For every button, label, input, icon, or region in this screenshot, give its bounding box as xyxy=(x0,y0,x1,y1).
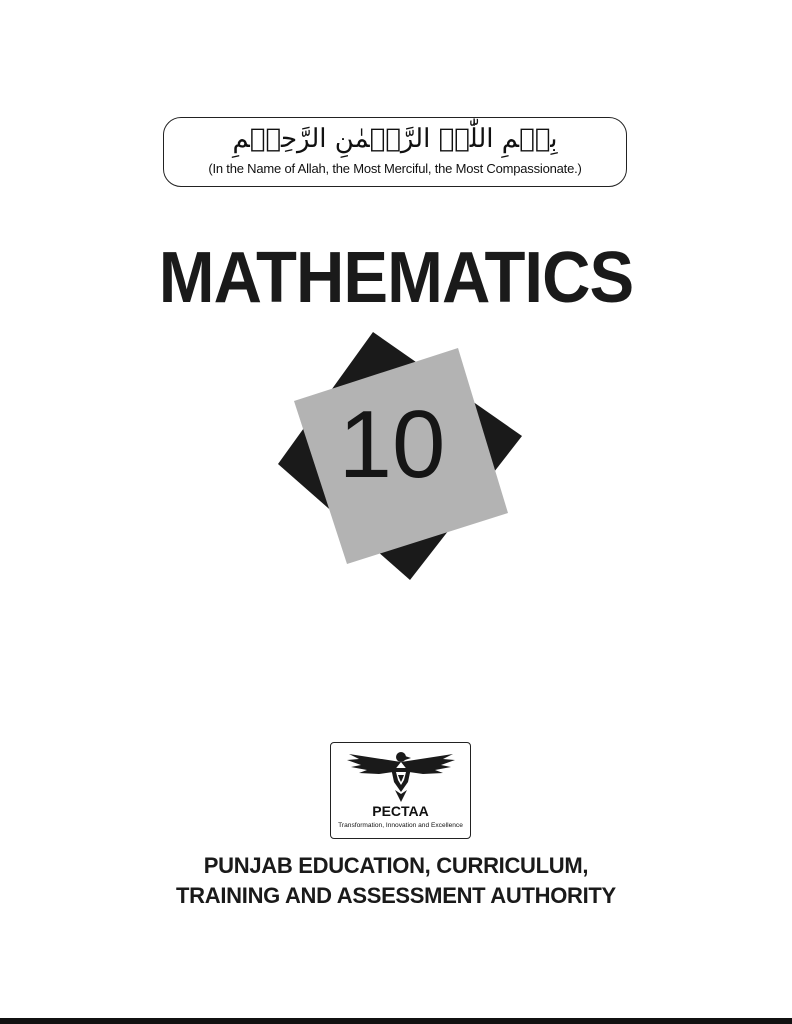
publisher-name-line1: PUNJAB EDUCATION, CURRICULUM, xyxy=(203,853,589,878)
bismillah-translation: (In the Name of Allah, the Most Merciful, the Most Compassionate.) xyxy=(208,161,582,176)
grade-number: 10 xyxy=(338,391,446,498)
subject-title: MATHEMATICS xyxy=(158,238,634,318)
bismillah-arabic: بِسۡمِ اللّٰہِ الرَّحۡمٰنِ الرَّحِیۡمِ xyxy=(232,124,558,154)
eagle-emblem-icon xyxy=(345,748,457,803)
publisher-logo-name: PECTAA xyxy=(372,803,429,819)
publisher-logo-tagline: Transformation, Innovation and Excellence xyxy=(338,822,463,829)
bottom-rule xyxy=(0,1018,792,1024)
publisher-logo xyxy=(330,742,471,839)
bismillah-box xyxy=(163,117,627,187)
publisher-name-line2: TRAINING AND ASSESSMENT AUTHORITY xyxy=(176,883,616,908)
